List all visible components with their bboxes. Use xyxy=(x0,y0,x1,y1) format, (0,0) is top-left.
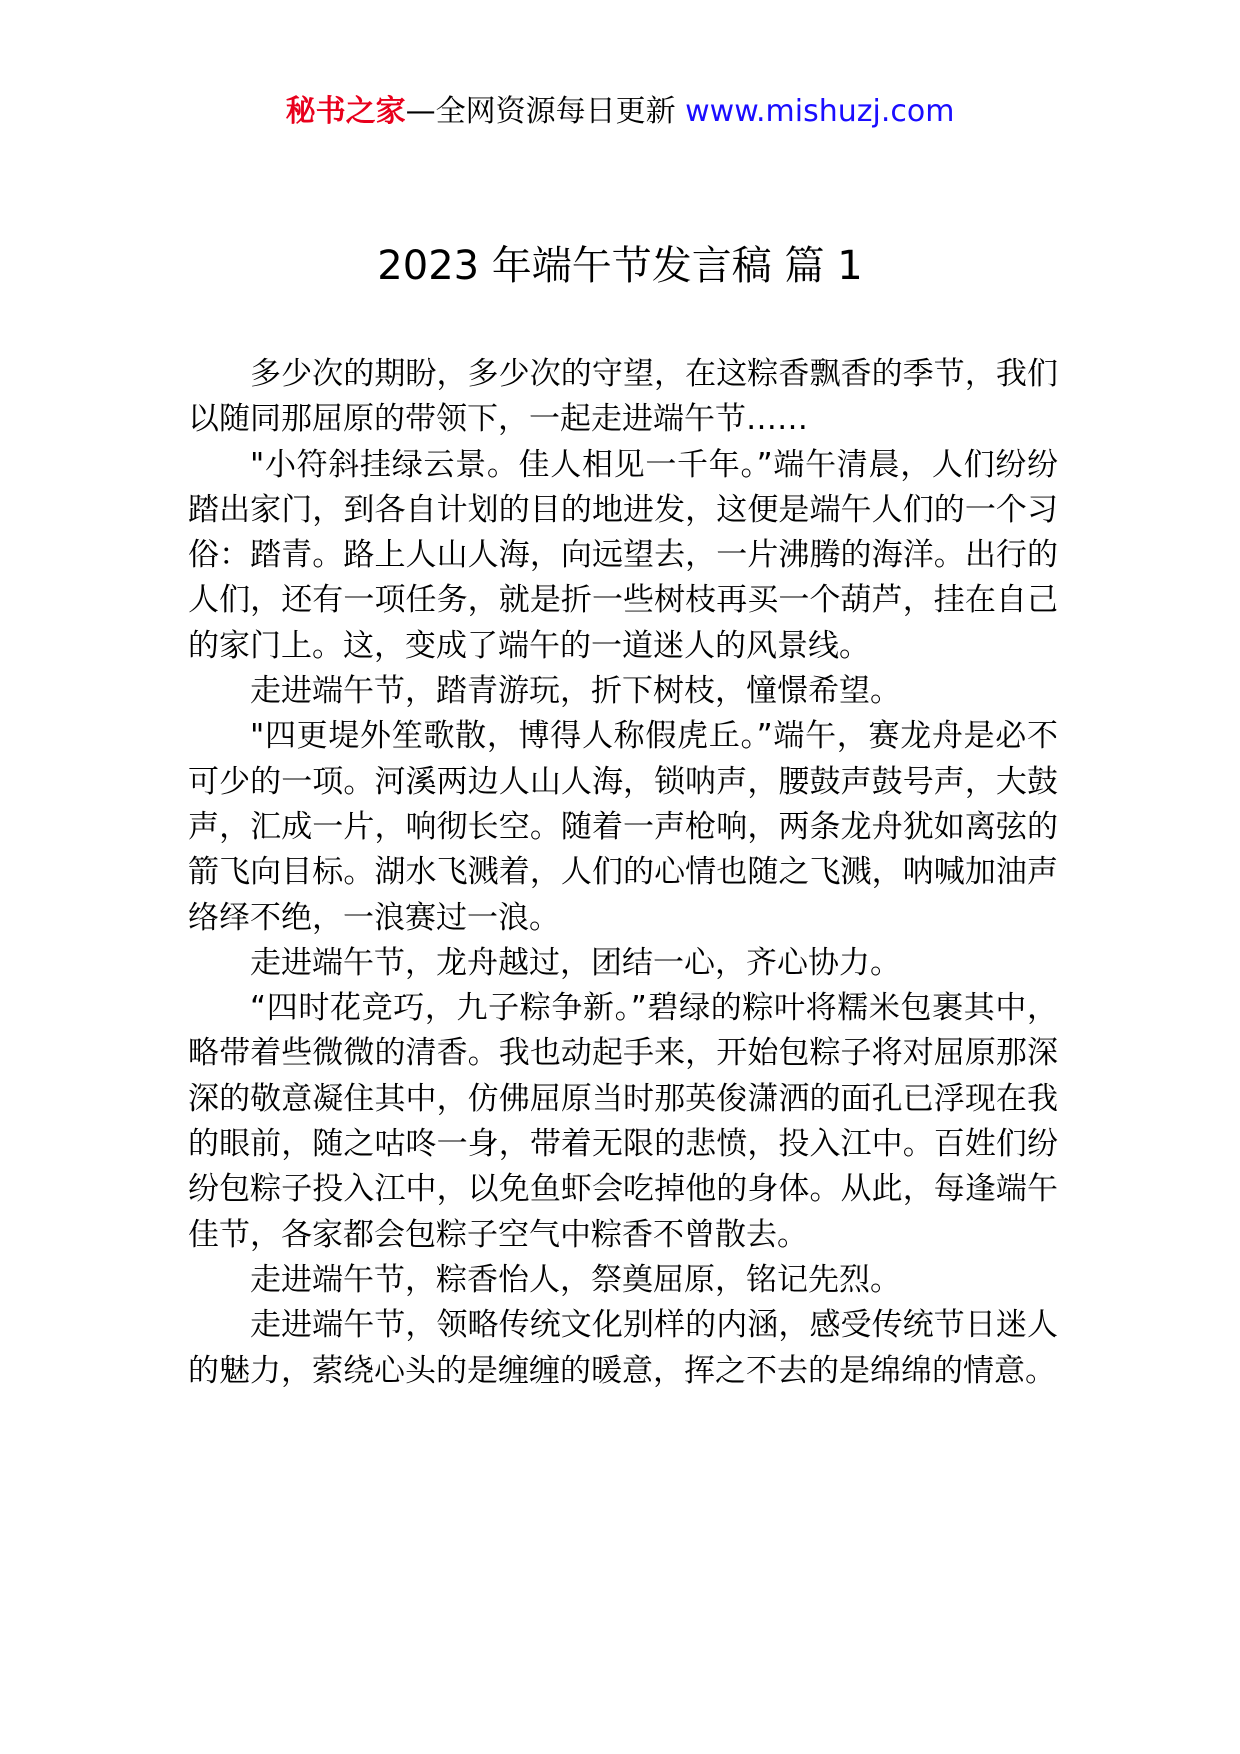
paragraph: "小符斜挂绿云景。佳人相见一千年。”端午清晨，人们纷纷踏出家门，到各自计划的目的地进发，这便是端午人们的一个习俗：踏青。路上人山人海，向远望去，一片沸腾的海洋。出行的人们，还有一项任务，就是折一些树枝再买一个葫芦，挂在自己的家门上。这，变成了端午的一道迷人的风景线。 xyxy=(188,446,1058,664)
paragraph: 走进端午节，粽香怡人，祭奠屈原，铭记先烈。 xyxy=(250,1261,901,1298)
paragraph: 走进端午节，领略传统文化别样的内涵，感受传统节日迷人的魅力，萦绕心头的是缠缠的暖意，挥之不去的是绵绵的情意。 xyxy=(188,1307,1058,1389)
document-body xyxy=(188,352,1058,1394)
paragraph: "四更堤外笙歌散，博得人称假虎丘。”端午，赛龙舟是必不可少的一项。河溪两边人山人海，锁呐声，腰鼓声鼓号声，大鼓声，汇成一片，响彻长空。随着一声枪响，两条龙舟犹如离弦的箭飞向目标。湖水飞溅着，人们的心情也随之飞溅，呐喊加油声络绎不绝，一浪赛过一浪。 xyxy=(188,718,1058,936)
page-header xyxy=(0,92,1240,132)
paragraph: “四时花竞巧，九子粽争新。”碧绿的粽叶将糯米包裹其中，略带着些微微的清香。我也动起手来，开始包粽子将对屈原那深深的敬意凝住其中，仿佛屈原当时那英俊潇洒的面孔已浮现在我的眼前，随之咕咚一身，带着无限的悲愤，投入江中。百姓们纷纷包粽子投入江中，以免鱼虾会吃掉他的身体。从此，每逢端午佳节，各家都会包粽子空气中粽香不曾散去。 xyxy=(188,990,1058,1253)
brand-name: 秘书之家 xyxy=(285,94,406,129)
paragraph: 多少次的期盼，多少次的守望，在这粽香飘香的季节，我们以随同那屈原的带领下，一起走进端午节…… xyxy=(188,356,1058,438)
website-url[interactable]: www.mishuzj.com xyxy=(685,94,955,129)
document-title: 2023 年端午节发言稿 篇 1 xyxy=(377,243,863,289)
paragraph: 走进端午节，踏青游玩，折下树枝，憧憬希望。 xyxy=(250,673,901,710)
header-tagline: —全网资源每日更新 xyxy=(405,94,676,129)
paragraph: 走进端午节，龙舟越过，团结一心，齐心协力。 xyxy=(250,944,901,981)
